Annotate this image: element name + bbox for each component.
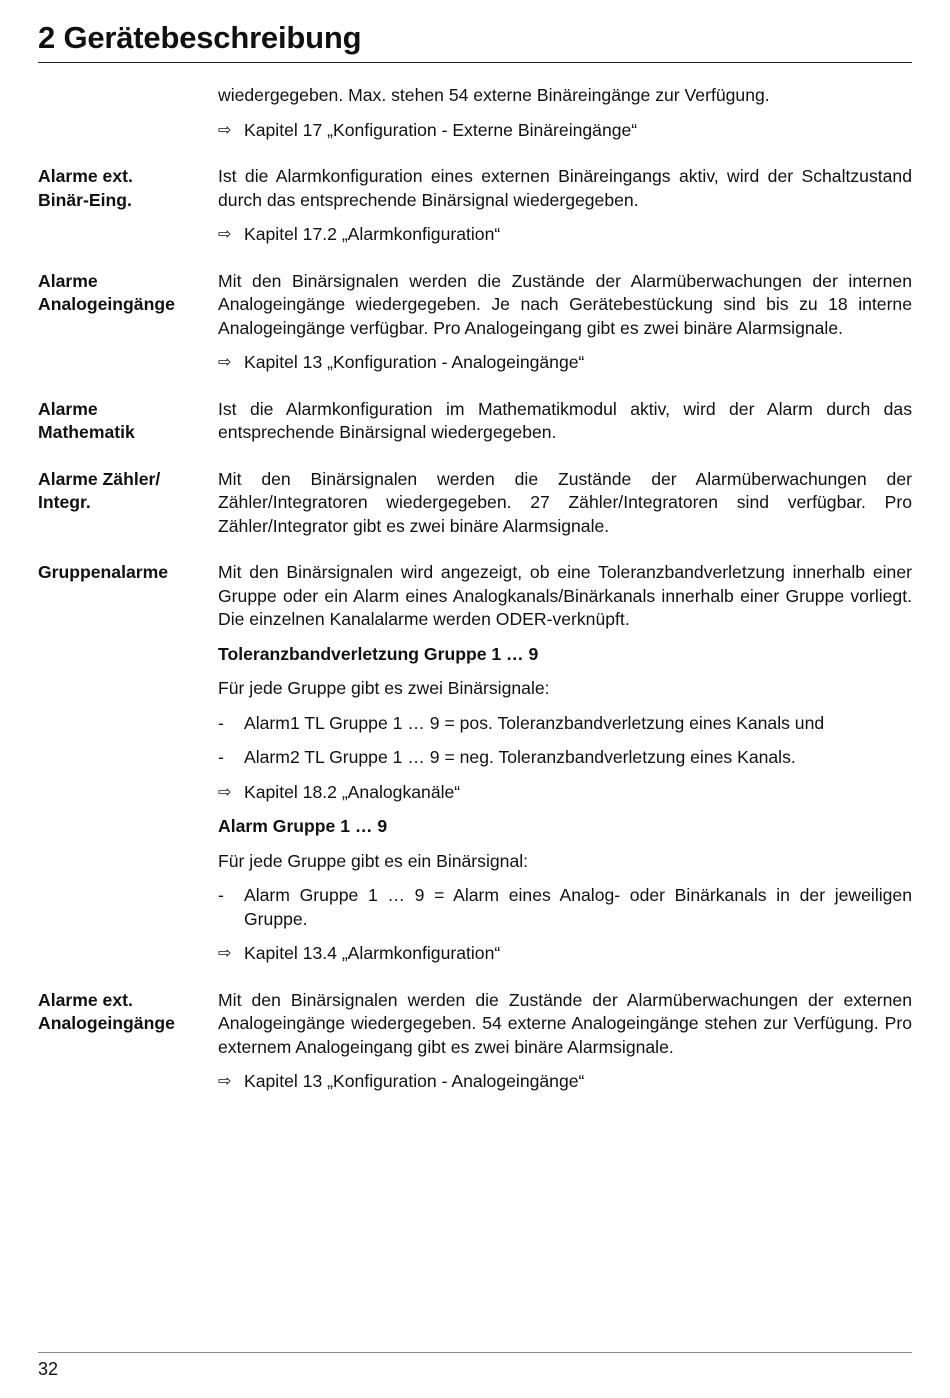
reference-text: Kapitel 13.4 „Alarmkonfiguration“ [244,943,501,963]
section-intro [38,84,912,142]
list-item: - Alarm2 TL Gruppe 1 … 9 = neg. Toleranzbandverletzung eines Kanals. [218,746,912,770]
list-item: - Alarm Gruppe 1 … 9 = Alarm eines Analog- oder Binärkanals in der jeweiligen Gruppe. [218,884,912,931]
dash-bullet: - [218,885,224,905]
page-title: 2 Gerätebeschreibung [38,20,362,55]
reference-text: Kapitel 17.2 „Alarmkonfiguration“ [244,224,501,244]
section-label: Alarme ext. Analogeingänge [38,989,175,1033]
section-gruppenalarme [38,561,912,966]
section-alarme-ext-binaer-eing [38,165,912,247]
list-item: - Alarm1 TL Gruppe 1 … 9 = pos. Toleranzbandverletzung eines Kanals und [218,712,912,736]
dash-bullet: - [218,747,224,767]
arrow-right-icon: ⇨ [218,945,232,962]
chapter-reference[interactable] [218,942,912,966]
page-content [38,84,912,1094]
paragraph: wiedergegeben. Max. stehen 54 externe Binäreingänge zur Verfügung. [218,85,770,105]
section-label: Alarme Zähler/ Integr. [38,468,161,512]
page-number: 32 [38,1359,59,1379]
subheading: Toleranzbandverletzung Gruppe 1 … 9 [218,643,539,664]
chapter-reference[interactable] [218,1070,912,1094]
arrow-right-icon: ⇨ [218,1073,232,1090]
arrow-right-icon: ⇨ [218,121,232,139]
page-footer [38,1352,912,1380]
arrow-right-icon: ⇨ [218,354,232,371]
page-header [38,18,912,63]
section-label [38,84,218,142]
reference-text: Kapitel 13 „Konfiguration - Analogeingänge“ [244,352,585,372]
paragraph: Ist die Alarmkonfiguration eines externen Binäreingangs aktiv, wird der Schaltzustand durch das entsprechende Binärsignal wiedergegeben. [218,166,912,210]
reference-text: Kapitel 18.2 „Analogkanäle“ [244,781,461,802]
subheading: Alarm Gruppe 1 … 9 [218,816,388,836]
paragraph: Ist die Alarmkonfiguration im Mathematikmodul aktiv, wird der Alarm durch das entsprechende Binärsignal wiedergegeben. [218,398,912,442]
chapter-reference[interactable] [218,119,912,143]
arrow-right-icon: ⇨ [218,226,232,243]
arrow-right-icon: ⇨ [218,783,232,801]
paragraph: Mit den Binärsignalen werden die Zustände der Alarmüberwachungen der internen Analogeingänge wiedergegeben. Je nach Gerätebestückung sind bis zu 18 interne Analogeingänge verfügbar. Pro Analogeingang gibt es zwei binäre Alarmsignale. [218,270,912,338]
paragraph: Mit den Binärsignalen werden die Zustände der Alarmüberwachungen der externen Analogeingänge wiedergegeben. 54 externe Analogeingänge stehen zur Verfügung. Pro externem Analogeingang gibt es zwei binäre Alarmsignale. [218,989,912,1057]
paragraph: Für jede Gruppe gibt es zwei Binärsignale: [218,678,550,698]
section-label: Gruppenalarme [38,562,169,582]
section-alarme-zaehler-integr [38,468,912,539]
chapter-reference[interactable] [218,351,912,375]
section-label: Alarme Mathematik [38,398,135,442]
paragraph: Mit den Binärsignalen wird angezeigt, ob eine Toleranzbandverletzung innerhalb einer Gruppe oder ein Alarm eines Analogkanals/Binärkanals innerhalb einer Gruppe vorliegt. Die einzelnen Kanalalarme werden ODER-verknüpft. [218,562,912,629]
paragraph: Für jede Gruppe gibt es ein Binärsignal: [218,850,529,871]
paragraph: Mit den Binärsignalen werden die Zustände der Alarmüberwachungen der Zähler/Integratoren wiedergegeben. 27 Zähler/Integratoren sind verfügbar. Pro Zähler/Integrator gibt es zwei binäre Alarmsignale. [218,468,912,536]
section-label: Alarme Analogeingänge [38,270,175,314]
reference-text: Kapitel 13 „Konfiguration - Analogeingänge“ [244,1071,585,1091]
chapter-reference[interactable] [218,781,912,805]
section-alarme-ext-analogeingaenge [38,989,912,1094]
section-alarme-analogeingaenge [38,270,912,375]
section-alarme-mathematik [38,398,912,445]
dash-bullet: - [218,712,224,733]
chapter-reference[interactable] [218,223,912,247]
section-label: Alarme ext. Binär-Eing. [38,166,133,210]
reference-text: Kapitel 17 „Konfiguration - Externe Binäreingänge“ [244,119,638,140]
